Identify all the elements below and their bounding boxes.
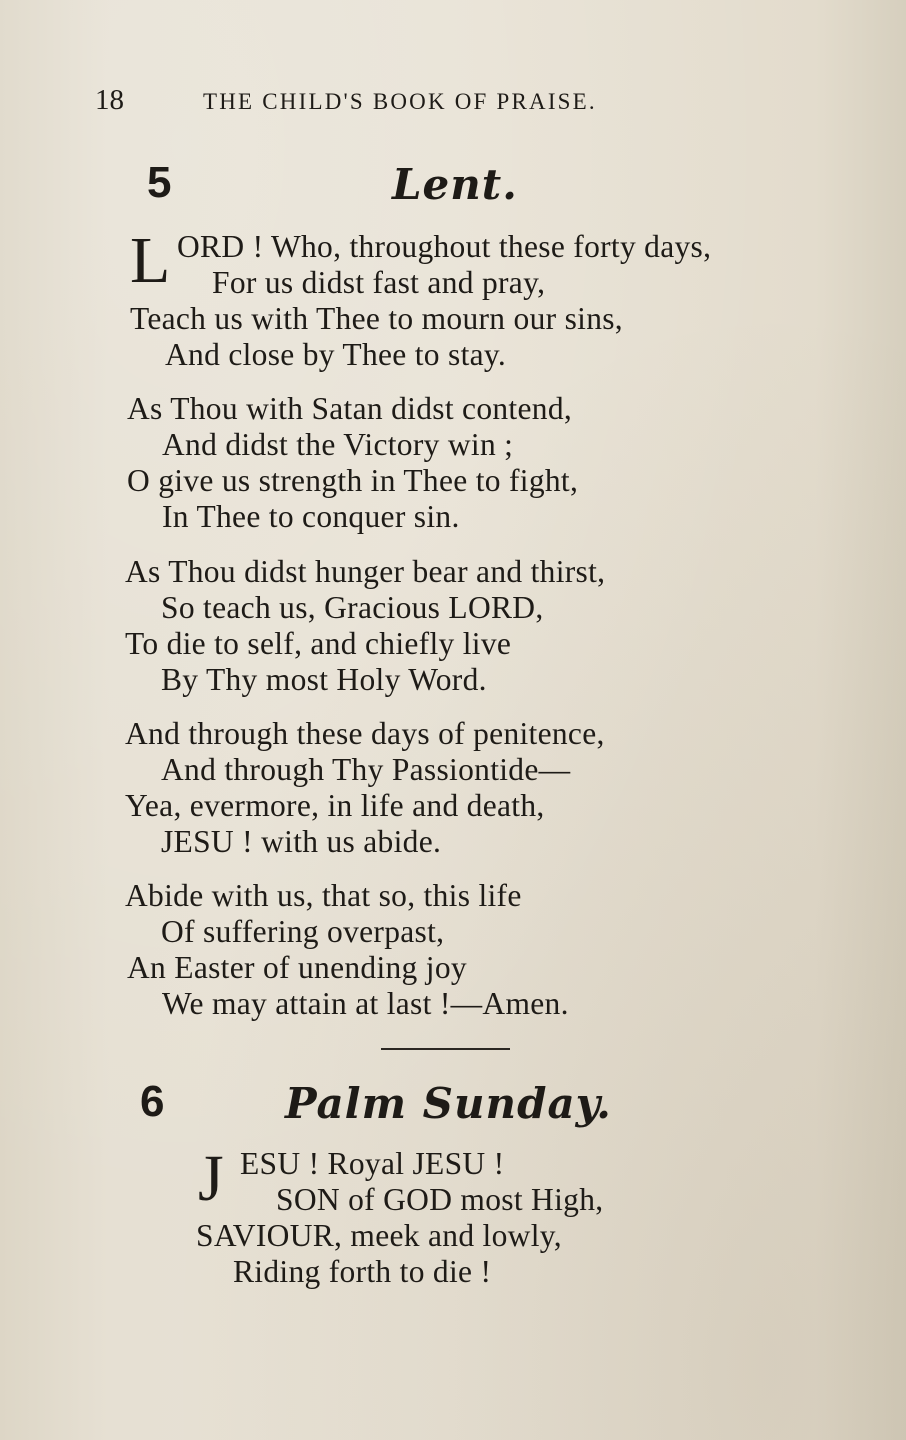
- verse-line: As Thou with Satan didst contend,: [127, 391, 573, 426]
- hymn-title: Palm Sunday.: [285, 1079, 612, 1128]
- verse-line: And close by Thee to stay.: [165, 337, 507, 372]
- running-title: THE CHILD'S BOOK OF PRAISE.: [203, 89, 597, 114]
- verse-line: And didst the Victory win ;: [162, 427, 514, 462]
- drop-cap: J: [198, 1142, 224, 1215]
- verse-line: JESU ! with us abide.: [161, 824, 442, 859]
- hymn-number: 5: [147, 158, 172, 207]
- verse-line: To die to self, and chiefly live: [125, 626, 512, 661]
- verse-line: SON of GOD most High,: [276, 1182, 604, 1217]
- verse-line: As Thou didst hunger bear and thirst,: [125, 554, 606, 589]
- hymn-title: Lent.: [392, 160, 518, 209]
- verse-line: And through these days of penitence,: [125, 716, 605, 751]
- verse-line: Yea, evermore, in life and death,: [125, 788, 545, 823]
- verse-line: So teach us, Gracious LORD,: [161, 590, 544, 625]
- verse-line: SAVIOUR, meek and lowly,: [196, 1218, 562, 1253]
- verse-line: By Thy most Holy Word.: [161, 662, 487, 697]
- verse-line: We may attain at last !—Amen.: [162, 986, 569, 1021]
- verse-line: And through Thy Passiontide—: [161, 752, 571, 787]
- verse-line: For us didst fast and pray,: [212, 265, 546, 300]
- verse-line: Teach us with Thee to mourn our sins,: [130, 301, 623, 336]
- verse-line: Riding forth to die !: [233, 1254, 492, 1289]
- verse-line: ESU ! Royal JESU !: [240, 1146, 505, 1181]
- verse-line: O give us strength in Thee to fight,: [127, 463, 579, 498]
- verse-line: Of suffering overpast,: [161, 914, 445, 949]
- verse-line: In Thee to conquer sin.: [162, 499, 460, 534]
- verse-line: ORD ! Who, throughout these forty days,: [177, 229, 712, 264]
- drop-cap: L: [130, 224, 171, 297]
- section-divider: [381, 1048, 510, 1050]
- verse-line: Abide with us, that so, this life: [125, 878, 522, 913]
- verse-line: An Easter of unending joy: [127, 950, 467, 985]
- hymn-number: 6: [140, 1077, 165, 1126]
- page-number: 18: [95, 84, 124, 116]
